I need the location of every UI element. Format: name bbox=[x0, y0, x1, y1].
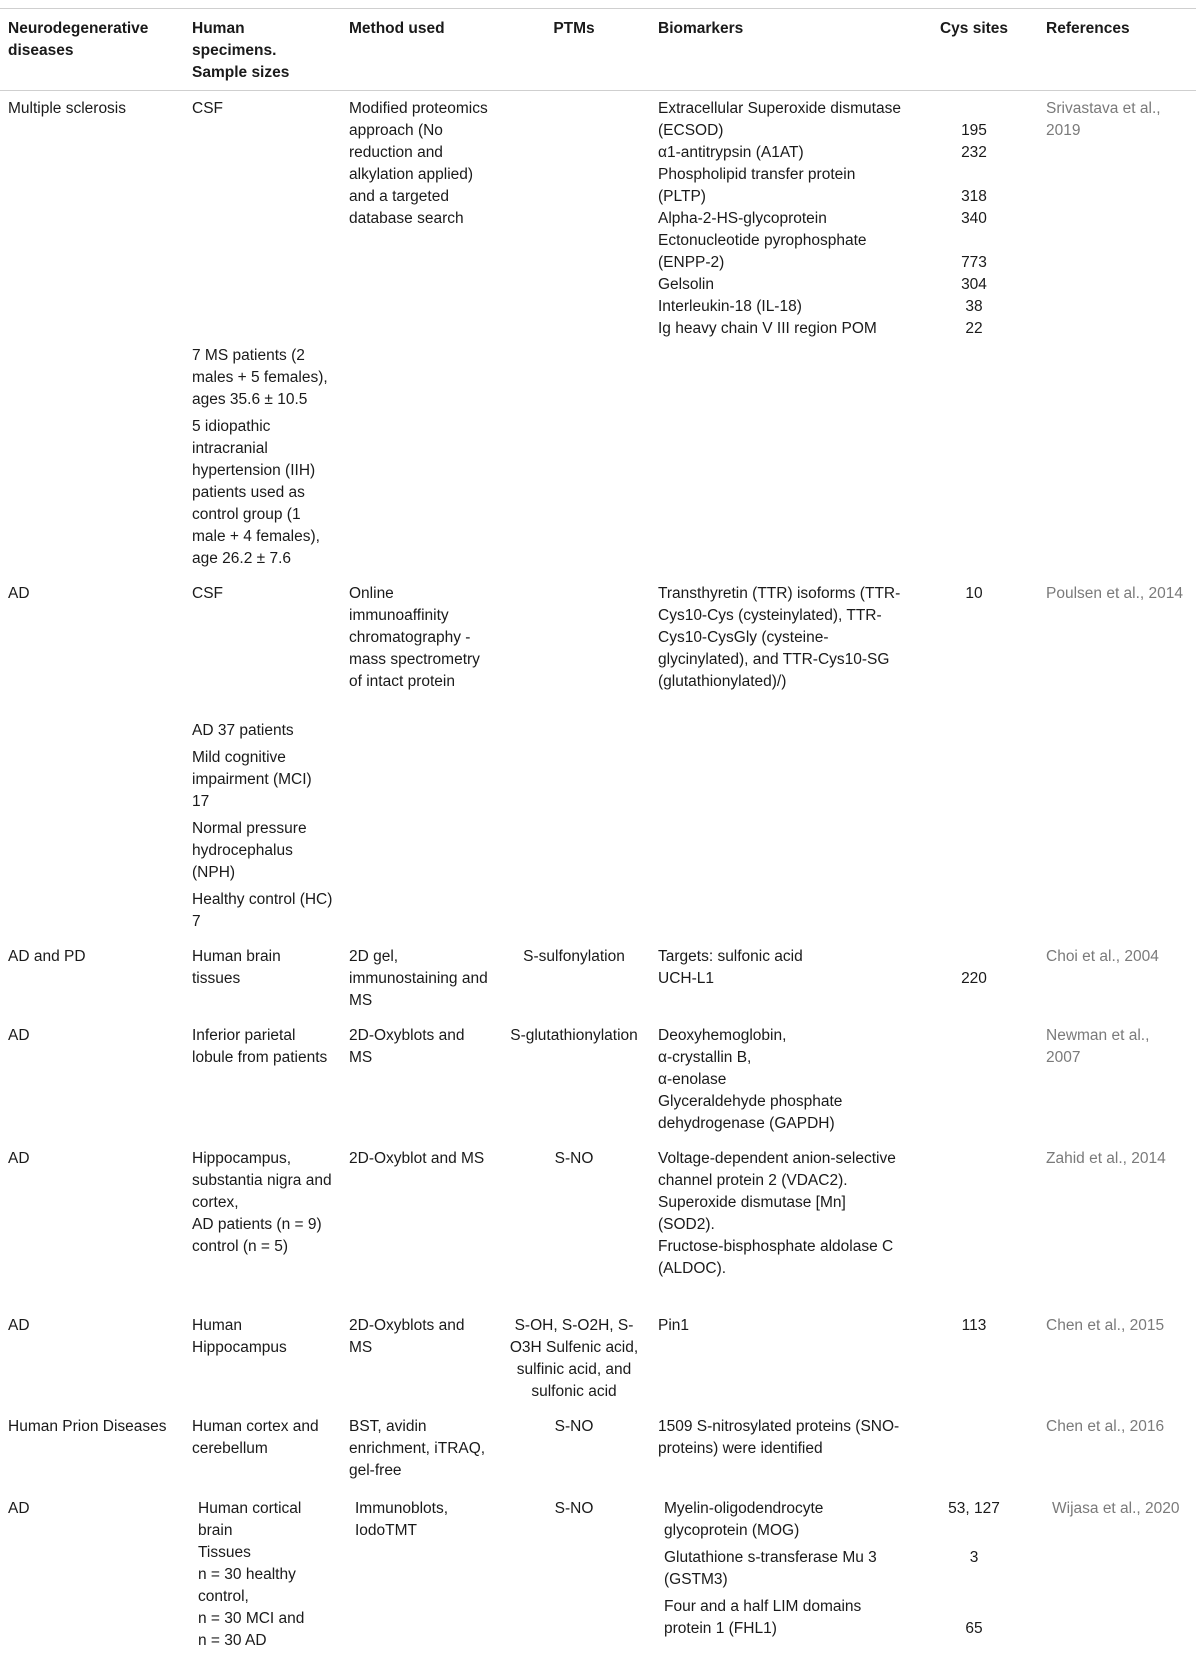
table-row bbox=[0, 576, 1196, 939]
biomarker-item: Ectonucleotide pyrophosphate (ENPP-2) bbox=[658, 232, 867, 271]
biomarker-item: Targets: sulfonic acid bbox=[658, 948, 803, 965]
biomarker-item: α-crystallin B, bbox=[658, 1049, 752, 1066]
disease-cell: AD bbox=[8, 585, 30, 602]
biomarkers-cell bbox=[650, 1018, 910, 1141]
reference-cell: Srivastava et al., 2019 bbox=[1046, 100, 1161, 139]
specimen-line: n = 30 AD bbox=[198, 1632, 267, 1649]
biomarker-item: Extracellular Superoxide dismutase (ECSOD) bbox=[658, 100, 901, 139]
disease-cell: AD bbox=[8, 1027, 30, 1044]
specimen-line: Tissues bbox=[198, 1544, 251, 1561]
biomarker-item: Phospholipid transfer protein (PLTP) bbox=[658, 166, 856, 205]
disease-cell: AD and PD bbox=[8, 948, 86, 965]
ptms-cell: S-NO bbox=[554, 1150, 594, 1167]
specimens-cell bbox=[184, 1488, 341, 1658]
table-row bbox=[0, 1141, 1196, 1308]
specimen-line: Healthy control (HC) 7 bbox=[192, 891, 333, 930]
table-row bbox=[0, 91, 1196, 577]
disease-cell: Human Prion Diseases bbox=[8, 1418, 167, 1435]
header-method: Method used bbox=[341, 9, 498, 91]
reference-cell: Wijasa et al., 2020 bbox=[1052, 1500, 1180, 1517]
reference-cell: Chen et al., 2016 bbox=[1046, 1418, 1165, 1435]
method-cell: 2D-Oxyblots and MS bbox=[349, 1317, 465, 1356]
header-biomarkers: Biomarkers bbox=[650, 9, 910, 91]
biomarker-item: Ig heavy chain V III region POM bbox=[658, 320, 877, 337]
specimens-cell bbox=[184, 576, 341, 939]
table-row bbox=[0, 1409, 1196, 1488]
cys-value: 195 bbox=[961, 122, 987, 139]
specimen-line: CSF bbox=[192, 100, 223, 117]
cys-value: 53, 127 bbox=[948, 1500, 1000, 1517]
header-diseases: Neurodegenerative diseases bbox=[0, 9, 184, 91]
disease-cell: AD bbox=[8, 1150, 30, 1167]
table-row bbox=[0, 1488, 1196, 1658]
biomarkers-cell bbox=[650, 1488, 910, 1658]
specimen-line: Hippocampus, substantia nigra and cortex, bbox=[192, 1150, 332, 1211]
cys-cell: 113 bbox=[961, 1317, 987, 1334]
table-row bbox=[0, 1308, 1196, 1409]
specimens-cell: Human cortex and cerebellum bbox=[192, 1418, 319, 1457]
cys-cell bbox=[910, 1488, 1038, 1658]
disease-cell: Multiple sclerosis bbox=[8, 100, 127, 117]
ptms-cell bbox=[498, 91, 650, 577]
specimens-cell bbox=[184, 1141, 341, 1308]
table-row bbox=[0, 939, 1196, 1018]
cys-value: 65 bbox=[965, 1620, 983, 1637]
method-cell: 2D gel, immunostaining and MS bbox=[349, 948, 488, 1009]
cys-cell bbox=[910, 1409, 1038, 1488]
biomarker-item: Glyceraldehyde phosphate dehydrogenase (GAPDH) bbox=[658, 1093, 843, 1132]
specimen-line: AD 37 patients bbox=[192, 722, 294, 739]
specimen-line: Human cortical brain bbox=[198, 1500, 302, 1539]
specimen-line: Mild cognitive impairment (MCI) 17 bbox=[192, 749, 312, 810]
biomarker-item: Myelin-oligodendrocyte glycoprotein (MOG) bbox=[664, 1500, 824, 1539]
specimens-cell bbox=[184, 91, 341, 577]
method-cell: 2D-Oxyblots and MS bbox=[349, 1027, 465, 1066]
biomarkers-cell bbox=[650, 1141, 910, 1308]
cys-value: 3 bbox=[969, 1549, 979, 1566]
cys-value: 304 bbox=[961, 276, 987, 293]
cys-cell bbox=[910, 91, 1038, 577]
specimen-line: CSF bbox=[192, 585, 223, 602]
disease-cell: AD bbox=[8, 1317, 30, 1334]
biomarker-item: Glutathione s-transferase Mu 3 (GSTM3) bbox=[664, 1549, 877, 1588]
reference-cell: Chen et al., 2015 bbox=[1046, 1317, 1165, 1334]
biomarker-item: α-enolase bbox=[658, 1071, 727, 1088]
header-specimens: Human specimens. Sample sizes bbox=[184, 9, 341, 91]
specimens-cell: Human Hippocampus bbox=[192, 1317, 287, 1356]
ptms-cell bbox=[498, 576, 650, 939]
cys-cell: 10 bbox=[965, 585, 983, 602]
specimen-line: n = 30 healthy control, bbox=[198, 1566, 296, 1605]
reference-cell: Choi et al., 2004 bbox=[1046, 948, 1159, 965]
biomarker-item: Four and a half LIM domains protein 1 (FHL1) bbox=[664, 1598, 862, 1637]
biomarkers-cell: 1509 S-nitrosylated proteins (SNO-proteins) were identified bbox=[658, 1418, 900, 1457]
header-cys-sites: Cys sites bbox=[910, 9, 1038, 91]
ptms-cell: S-OH, S-O2H, S-O3H Sulfenic acid, sulfinic acid, and sulfonic acid bbox=[509, 1317, 639, 1400]
cys-value: 38 bbox=[965, 298, 983, 315]
ptms-cell: S-NO bbox=[554, 1418, 594, 1435]
specimens-cell: Inferior parietal lobule from patients bbox=[192, 1027, 328, 1066]
biomarkers-cell bbox=[650, 91, 910, 577]
ptms-cell: S-NO bbox=[554, 1500, 594, 1517]
method-cell: Online immunoaffinity chromatography -mass spectrometry of intact protein bbox=[349, 585, 480, 690]
ptms-cell: S-sulfonylation bbox=[523, 948, 625, 965]
specimens-cell: Human brain tissues bbox=[192, 948, 281, 987]
biomarkers-cell bbox=[650, 939, 910, 1018]
method-cell: 2D-Oxyblot and MS bbox=[349, 1150, 485, 1167]
specimen-line: 7 MS patients (2 males + 5 females), ages 35.6 ± 10.5 bbox=[192, 347, 328, 408]
reference-cell: Zahid et al., 2014 bbox=[1046, 1150, 1166, 1167]
cys-cell bbox=[910, 1018, 1038, 1141]
cys-value: 340 bbox=[961, 210, 987, 227]
header-references: References bbox=[1038, 9, 1196, 91]
biomarker-item: Deoxyhemoglobin, bbox=[658, 1027, 787, 1044]
method-cell: BST, avidin enrichment, iTRAQ, gel-free bbox=[349, 1418, 486, 1479]
table-row bbox=[0, 1018, 1196, 1141]
biomarker-item: α1-antitrypsin (A1AT) bbox=[658, 144, 804, 161]
biomarker-item: Gelsolin bbox=[658, 276, 714, 293]
method-cell: Modified proteomics approach (No reduction and alkylation applied) and a targeted database search bbox=[349, 100, 488, 227]
specimen-line: AD patients (n = 9) bbox=[192, 1216, 322, 1233]
cys-value: 232 bbox=[961, 144, 987, 161]
biomarker-item: Alpha-2-HS-glycoprotein bbox=[658, 210, 827, 227]
biomarker-item: Fructose-bisphosphate aldolase C (ALDOC). bbox=[658, 1238, 894, 1277]
biomarkers-cell: Transthyretin (TTR) isoforms (TTR-Cys10-Cys (cysteinylated), TTR-Cys10-CysGly (cysteine-glycinylated), and TTR-Cys10-SG (glutathionylated)/) bbox=[658, 585, 901, 690]
cys-cell bbox=[910, 1141, 1038, 1308]
cys-value: 220 bbox=[961, 970, 987, 987]
reference-cell: Newman et al., 2007 bbox=[1046, 1027, 1150, 1066]
ptms-cell: S-glutathionylation bbox=[510, 1027, 638, 1044]
biomarker-item: Voltage-dependent anion-selective channel protein 2 (VDAC2). bbox=[658, 1150, 896, 1189]
cys-value: 318 bbox=[961, 188, 987, 205]
method-cell: Immunoblots, IodoTMT bbox=[355, 1500, 449, 1539]
header-ptms: PTMs bbox=[498, 9, 650, 91]
biomarker-item: UCH-L1 bbox=[658, 970, 714, 987]
specimen-line: 5 idiopathic intracranial hypertension (IIH) patients used as control group (1 male + 4 females), age 26.2 ± 7.6 bbox=[192, 418, 320, 567]
cys-value: 22 bbox=[965, 320, 983, 337]
specimen-line: n = 30 MCI and bbox=[198, 1610, 305, 1627]
specimen-line: control (n = 5) bbox=[192, 1238, 289, 1255]
disease-cell: AD bbox=[8, 1500, 30, 1517]
header-row bbox=[0, 9, 1196, 91]
biomarker-item: Interleukin-18 (IL-18) bbox=[658, 298, 802, 315]
biomarkers-cell: Pin1 bbox=[658, 1317, 690, 1334]
biomarker-item: Superoxide dismutase [Mn] (SOD2). bbox=[658, 1194, 846, 1233]
cys-value: 773 bbox=[961, 254, 987, 271]
data-table bbox=[0, 8, 1196, 1658]
cys-cell bbox=[910, 939, 1038, 1018]
specimen-line: Normal pressure hydrocephalus (NPH) bbox=[192, 820, 307, 881]
reference-cell: Poulsen et al., 2014 bbox=[1046, 585, 1184, 602]
